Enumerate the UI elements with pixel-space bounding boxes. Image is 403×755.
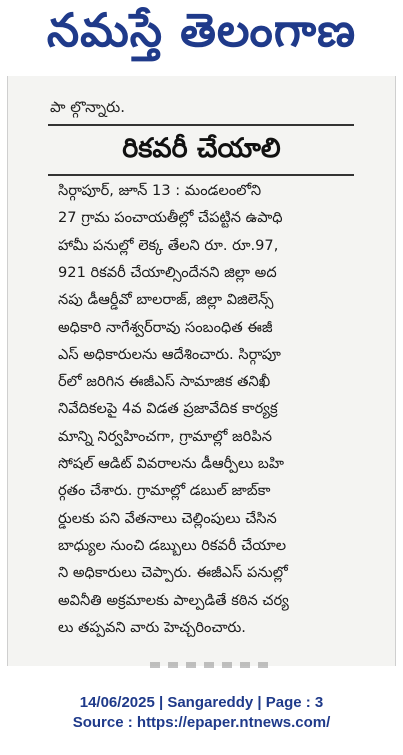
- headline-bottom-rule: [48, 174, 354, 176]
- body-line: మాన్ని నిర్వహించగా, గ్రామాల్లో జరిపిన: [58, 427, 272, 445]
- body-line: 27 గ్రామ పంచాయతీల్లో చేపట్టిన ఉపాధి: [58, 209, 283, 227]
- footer-meta: 14/06/2025 | Sangareddy | Page : 3: [79, 694, 324, 711]
- body-line: అధికారి నాగేశ్వర్‌రావు సంబంధిత ఈజీ: [58, 318, 273, 336]
- previous-article-tail: పా ల్గొన్నారు.: [50, 98, 126, 116]
- masthead: [0, 4, 403, 68]
- body-line: ర్డులకు పని వేతనాలు చెల్లింపులు చేసిన: [58, 509, 277, 527]
- body-line: సోషల్ ఆడిట్ వివరాలను డీఆర్పీలు బహి: [58, 455, 284, 472]
- body-line: ర్‌లో జరిగిన ఈజీఎస్ సామాజిక తనిఖీ: [58, 373, 271, 391]
- body-line: నివేదికలపై 4వ విడత ప్రజావేదిక కార్యక్ర: [58, 400, 278, 418]
- body-line: సిర్గాపూర్, జూన్ 13 : మండలంలోని: [58, 182, 262, 199]
- body-line: హామీ పనుల్లో లెక్క తేలని రూ. రూ.97,: [58, 236, 279, 254]
- newspaper-title: నమస్తే తెలంగాణ: [46, 3, 357, 57]
- headline-top-rule: [48, 124, 354, 126]
- body-line: ర్గతం చేశారు. గ్రామాల్లో డబుల్ జాబ్‌కా: [58, 482, 271, 500]
- footer-source: Source : https://epaper.ntnews.com/: [72, 714, 331, 731]
- clipping-edge-marks: [150, 662, 270, 668]
- body-line: అవినీతి అక్రమాలకు పాల్పడితే కఠిన చర్య: [58, 591, 289, 609]
- body-line: ఎస్ అధికారులను ఆదేశించారు. సిర్గాపూ: [58, 345, 281, 363]
- body-line: 921 రికవరీ చేయాల్సిందేనని జిల్లా అద: [58, 263, 277, 281]
- body-line: నపు డీఆర్డీవో బాలరాజ్, జిల్లా విజిలెన్స్: [58, 291, 274, 309]
- body-line: బాధ్యుల నుంచి డబ్బులు రికవరీ చేయాల: [58, 536, 287, 554]
- body-line: ని అధికారులు చెప్పారు. ఈజీఎస్ పనుల్లో: [58, 564, 288, 582]
- body-line: లు తప్పవని వారు హెచ్చరించారు.: [58, 618, 246, 636]
- headline: రికవరీ చేయాలి: [122, 133, 281, 164]
